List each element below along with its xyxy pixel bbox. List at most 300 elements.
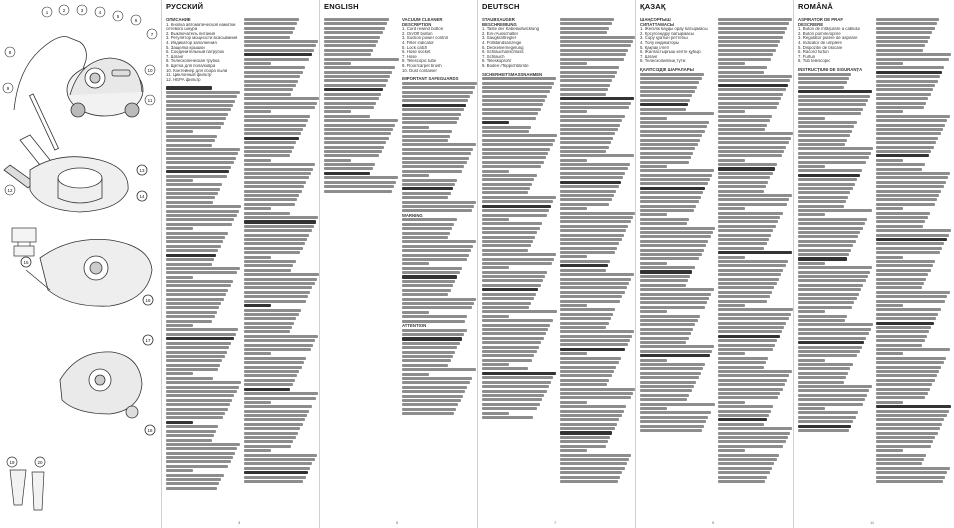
text-line: 6. Соединительный патрубок [166, 50, 225, 55]
greeked-text-line [402, 121, 457, 124]
text-line: 10. Dust container [402, 68, 437, 73]
greeked-text-line [402, 179, 457, 182]
greeked-text-line [402, 395, 463, 398]
romanian-panel [794, 0, 954, 528]
greeked-text-line [560, 273, 634, 276]
greeked-text-line [560, 260, 610, 263]
greeked-text-line [482, 134, 557, 137]
greeked-text-line [166, 91, 240, 94]
greeked-text-line [718, 300, 767, 303]
greeked-text-line [482, 332, 546, 335]
text-line: 1. Taste der Kabelaufwicklung [482, 27, 540, 32]
greeked-text-line [244, 168, 313, 171]
greeked-text-line [244, 242, 305, 245]
greeked-text-line [324, 102, 376, 105]
greeked-text-line [718, 58, 771, 61]
greeked-text-line [482, 152, 548, 155]
greeked-text-line [402, 302, 474, 305]
greeked-text-line [640, 359, 667, 362]
greeked-text-line [560, 176, 623, 179]
greeked-text-line [640, 367, 703, 370]
greeked-text-line [402, 284, 453, 287]
text-line: 7. Furtun [798, 54, 816, 59]
greeked-text-line [244, 115, 310, 118]
greeked-text-line [560, 163, 630, 166]
greeked-text-line [798, 240, 856, 243]
greeked-text-line [482, 139, 555, 142]
greeked-text-line [482, 143, 553, 146]
greeked-text-line [640, 196, 701, 199]
greeked-text-line [244, 119, 308, 122]
greeked-text-line [876, 291, 950, 294]
german-panel [478, 0, 636, 528]
greeked-text-line [244, 154, 290, 157]
greeked-text-line [560, 110, 587, 113]
greeked-text-line [718, 79, 790, 82]
greeked-text-line [798, 73, 851, 76]
greeked-text-line [798, 249, 851, 252]
greeked-text-line [244, 462, 312, 465]
text-column [166, 18, 242, 518]
greeked-text-line [402, 329, 467, 332]
english-panel [320, 0, 478, 528]
greeked-text-line [798, 301, 854, 304]
greeked-text-line [640, 86, 697, 89]
greeked-text-line [560, 203, 609, 206]
greeked-text-line [166, 430, 216, 433]
greeked-text-line [560, 264, 608, 267]
greeked-text-line [876, 352, 903, 355]
greeked-text-line [244, 141, 296, 144]
greeked-text-line [798, 416, 856, 419]
greeked-text-line [640, 425, 704, 428]
greeked-text-line [876, 172, 950, 175]
greeked-text-line [560, 423, 617, 426]
greeked-text-line [876, 128, 943, 131]
greeked-text-line [876, 181, 946, 184]
greeked-text-line [324, 128, 393, 131]
greeked-text-line [876, 137, 938, 140]
body-text-block [244, 18, 320, 483]
greeked-text-line [560, 194, 614, 197]
page-number: 11 [870, 520, 875, 525]
greeked-text-line [876, 247, 942, 250]
greeked-text-line [876, 467, 950, 470]
greeked-text-line [640, 165, 667, 168]
greeked-text-line [560, 471, 622, 474]
greeked-text-line [640, 231, 713, 234]
greeked-text-line [876, 212, 930, 215]
greeked-text-line [244, 357, 306, 360]
greeked-text-line [482, 284, 541, 287]
greeked-text-line [718, 40, 780, 43]
greeked-text-line [798, 152, 871, 155]
text-line: STAUBSAUGER [482, 18, 515, 22]
greeked-text-line [798, 147, 873, 150]
greeked-text-line [640, 227, 715, 230]
greeked-text-line [718, 190, 764, 193]
text-line: SICHERHEITSMASSNAHMEN [482, 72, 543, 77]
greeked-text-line [324, 44, 376, 47]
greeked-text-line [640, 174, 712, 177]
greeked-text-line [718, 110, 745, 113]
greeked-text-line [798, 411, 858, 414]
greeked-text-line [560, 418, 619, 421]
greeked-text-line [166, 117, 226, 120]
greeked-text-line [402, 364, 448, 367]
greeked-text-line [560, 128, 618, 131]
greeked-text-line [166, 456, 233, 459]
greeked-text-line [640, 363, 705, 366]
greeked-text-line [718, 119, 770, 122]
greeked-text-line [798, 425, 851, 428]
greeked-text-line [876, 163, 925, 166]
text-column [244, 18, 320, 518]
greeked-text-line [482, 82, 554, 85]
greeked-text-line [876, 106, 924, 109]
greeked-text-line [560, 431, 612, 434]
greeked-text-line [402, 298, 476, 301]
greeked-text-line [718, 106, 777, 109]
greeked-text-line [640, 249, 704, 252]
greeked-text-line [482, 187, 530, 190]
callout-label: 10 [147, 68, 153, 73]
greeked-text-line [324, 150, 382, 153]
greeked-text-line [166, 254, 216, 257]
greeked-text-line [482, 394, 544, 397]
greeked-text-line [718, 132, 793, 135]
greeked-text-line [640, 429, 702, 432]
greeked-text-line [718, 410, 771, 413]
greeked-text-line [798, 95, 870, 98]
greeked-text-line [640, 200, 699, 203]
greeked-text-line [798, 293, 859, 296]
body-text-block [640, 73, 716, 432]
greeked-text-line [244, 436, 296, 439]
greeked-text-line [560, 462, 627, 465]
greeked-text-line [876, 348, 950, 351]
greeked-text-line [798, 227, 863, 230]
greeked-text-line [876, 454, 926, 457]
greeked-text-line [876, 242, 944, 245]
greeked-text-line [718, 264, 786, 267]
greeked-text-line [718, 361, 766, 364]
greeked-text-line [798, 143, 845, 146]
greeked-text-line [244, 102, 317, 105]
greeked-text-line [798, 196, 848, 199]
greeked-text-line [166, 166, 231, 169]
greeked-text-line [402, 223, 454, 226]
greeked-text-line [798, 191, 850, 194]
greeked-text-line [876, 445, 931, 448]
greeked-text-line [718, 194, 792, 197]
greeked-text-line [876, 282, 924, 285]
greeked-text-line [402, 306, 472, 309]
greeked-text-line [718, 22, 789, 25]
text-line: 9. Floor/carpet brush [402, 63, 442, 68]
greeked-text-line [876, 339, 925, 342]
greeked-text-line [166, 148, 240, 151]
greeked-text-line [402, 293, 448, 296]
greeked-text-line [718, 260, 788, 263]
greeked-text-line [876, 71, 942, 74]
greeked-text-line [560, 335, 632, 338]
greeked-text-line [402, 280, 455, 283]
greeked-text-line [798, 169, 862, 172]
greeked-text-line [876, 317, 936, 320]
greeked-text-line [876, 379, 935, 382]
greeked-text-line [560, 313, 613, 316]
text-line: 7. Schlauch [482, 54, 505, 59]
greeked-text-line [798, 200, 846, 203]
greeked-text-line [718, 115, 772, 118]
greeked-text-line [718, 84, 788, 87]
greeked-text-line [482, 372, 556, 375]
greeked-text-line [560, 374, 612, 377]
greeked-text-line [876, 80, 938, 83]
greeked-text-line [798, 187, 853, 190]
greeked-text-line [560, 75, 615, 78]
greeked-text-line [560, 480, 618, 483]
greeked-text-line [482, 227, 540, 230]
greeked-text-line [560, 132, 615, 135]
callout-label: 17 [145, 338, 151, 343]
greeked-text-line [482, 244, 531, 247]
greeked-text-line [482, 95, 547, 98]
greeked-text-line [640, 319, 698, 322]
greeked-text-line [640, 389, 692, 392]
greeked-text-line [798, 213, 825, 216]
greeked-text-line [402, 368, 476, 371]
greeked-text-line [244, 379, 295, 382]
greeked-text-line [324, 27, 385, 30]
greeked-text-line [166, 152, 238, 155]
greeked-text-line [718, 445, 783, 448]
greeked-text-line [166, 280, 233, 283]
greeked-text-line [718, 291, 772, 294]
greeked-text-line [166, 175, 227, 178]
greeked-text-line [244, 348, 311, 351]
greeked-text-line [718, 454, 779, 457]
greeked-text-line [166, 394, 234, 397]
text-line: ҚАУІПСІЗДІК ШАРАЛАРЫ [640, 67, 694, 72]
greeked-text-line [166, 324, 193, 327]
greeked-text-line [560, 291, 625, 294]
greeked-text-line [402, 91, 473, 94]
greeked-text-line [402, 157, 469, 160]
greeked-text-line [482, 262, 552, 265]
greeked-text-line [876, 462, 922, 465]
greeked-text-line [798, 288, 861, 291]
greeked-text-line [640, 134, 702, 137]
greeked-text-line [402, 218, 457, 221]
greeked-text-line [718, 374, 789, 377]
greeked-text-line [640, 73, 704, 76]
greeked-text-line [402, 170, 462, 173]
greeked-text-line [876, 194, 939, 197]
greeked-text-line [876, 300, 945, 303]
greeked-text-line [876, 88, 933, 91]
callout-label: 9 [6, 86, 10, 91]
callout-label: 18 [147, 428, 153, 433]
greeked-text-line [244, 330, 290, 333]
greeked-text-line [798, 297, 857, 300]
greeked-text-line [560, 396, 631, 399]
greeked-text-line [482, 306, 529, 309]
greeked-text-line [718, 220, 778, 223]
greeked-text-line [876, 18, 939, 21]
greeked-text-line [402, 262, 429, 265]
greeked-text-line [244, 458, 315, 461]
greeked-text-line [244, 49, 314, 52]
greeked-text-line [560, 66, 619, 69]
greeked-text-line [640, 372, 701, 375]
greeked-text-line [718, 44, 778, 47]
greeked-text-line [560, 185, 619, 188]
greeked-text-line [798, 178, 857, 181]
greeked-text-line [166, 192, 218, 195]
greeked-text-line [640, 161, 689, 164]
text-line: 3. Сору қуатын реттегіш [640, 36, 688, 41]
greeked-text-line [402, 333, 464, 336]
greeked-text-line [402, 232, 450, 235]
greeked-text-line [560, 295, 622, 298]
greeked-text-line [876, 58, 949, 61]
greeked-text-line [718, 172, 773, 175]
greeked-text-line [798, 389, 869, 392]
greeked-text-line [718, 396, 778, 399]
greeked-text-line [718, 49, 776, 52]
greeked-text-line [560, 401, 587, 404]
greeked-text-line [244, 225, 314, 228]
callout-label: 7 [150, 32, 154, 37]
greeked-text-line [640, 345, 714, 348]
greeked-text-line [402, 113, 461, 116]
greeked-text-line [560, 476, 620, 479]
text-line: ШАҢСОРҒЫШ [640, 18, 671, 22]
text-line: DESCRIERE [798, 22, 824, 27]
greeked-text-line [876, 40, 928, 43]
greeked-text-line [798, 337, 866, 340]
greeked-text-line [482, 253, 556, 256]
greeked-text-line [482, 350, 537, 353]
greeked-text-line [244, 414, 307, 417]
greeked-text-line [560, 62, 587, 65]
greeked-text-line [640, 152, 693, 155]
greeked-text-line [640, 341, 686, 344]
greeked-text-line [798, 209, 872, 212]
greeked-text-line [876, 286, 922, 289]
greeked-text-line [718, 251, 792, 254]
greeked-text-line [244, 260, 296, 263]
text-line: ASPIRATOR DE PRAF [798, 18, 843, 22]
greeked-text-line [166, 306, 219, 309]
greeked-text-line [876, 49, 923, 52]
greeked-text-line [876, 458, 924, 461]
greeked-text-line [482, 381, 551, 384]
greeked-text-line [640, 411, 711, 414]
greeked-text-line [640, 407, 667, 410]
greeked-text-line [166, 232, 228, 235]
greeked-text-line [244, 106, 315, 109]
greeked-text-line [876, 190, 941, 193]
greeked-text-line [482, 249, 528, 252]
greeked-text-line [244, 93, 291, 96]
greeked-text-line [482, 178, 534, 181]
greeked-text-line [482, 403, 540, 406]
greeked-text-line [166, 474, 224, 477]
greeked-text-line [560, 300, 620, 303]
text-line: 7. Шланг [640, 54, 658, 59]
greeked-text-line [244, 146, 294, 149]
greeked-text-line [798, 306, 852, 309]
greeked-text-line [798, 328, 871, 331]
greeked-text-line [482, 112, 538, 115]
greeked-text-line [718, 344, 775, 347]
greeked-text-line [244, 181, 306, 184]
greeked-text-line [244, 405, 312, 408]
greeked-text-line [402, 236, 448, 239]
greeked-text-line [244, 234, 309, 237]
greeked-text-line [560, 190, 616, 193]
greeked-text-line [166, 236, 225, 239]
callout-label: 1 [45, 10, 49, 15]
greeked-text-line [244, 247, 303, 250]
greeked-text-line [718, 234, 771, 237]
greeked-text-line [244, 229, 312, 232]
greeked-text-line [876, 374, 937, 377]
greeked-text-line [166, 86, 212, 89]
greeked-text-line [876, 427, 940, 430]
greeked-text-line [482, 266, 509, 269]
greeked-text-line [718, 137, 791, 140]
greeked-text-line [166, 333, 236, 336]
greeked-text-line [718, 462, 774, 465]
greeked-text-line [876, 256, 903, 259]
greeked-text-line [718, 449, 745, 452]
greeked-text-line [560, 454, 631, 457]
greeked-text-line [798, 134, 850, 137]
greeked-text-line [560, 172, 625, 175]
greeked-text-line [560, 167, 628, 170]
greeked-text-line [640, 315, 700, 318]
greeked-text-line [244, 445, 291, 448]
greeked-text-line [718, 62, 745, 65]
greeked-text-line [560, 124, 620, 127]
greeked-text-line [402, 373, 429, 376]
greeked-text-line [876, 476, 945, 479]
greeked-text-line [482, 279, 543, 282]
greeked-text-line [798, 284, 863, 287]
greeked-text-line [244, 44, 316, 47]
greeked-text-line [718, 440, 786, 443]
greeked-text-line [402, 275, 457, 278]
callout-label: 3 [80, 8, 84, 13]
greeked-text-line [876, 326, 931, 329]
greeked-text-line [482, 275, 545, 278]
greeked-text-line [640, 121, 709, 124]
greeked-text-line [718, 97, 781, 100]
greeked-text-line [166, 421, 193, 424]
greeked-text-line [166, 416, 223, 419]
greeked-text-line [244, 27, 295, 30]
greeked-text-line [876, 396, 925, 399]
greeked-text-line [482, 341, 541, 344]
greeked-text-line [640, 187, 705, 190]
greeked-text-line [244, 326, 292, 329]
greeked-text-line [560, 282, 629, 285]
greeked-text-line [402, 161, 467, 164]
